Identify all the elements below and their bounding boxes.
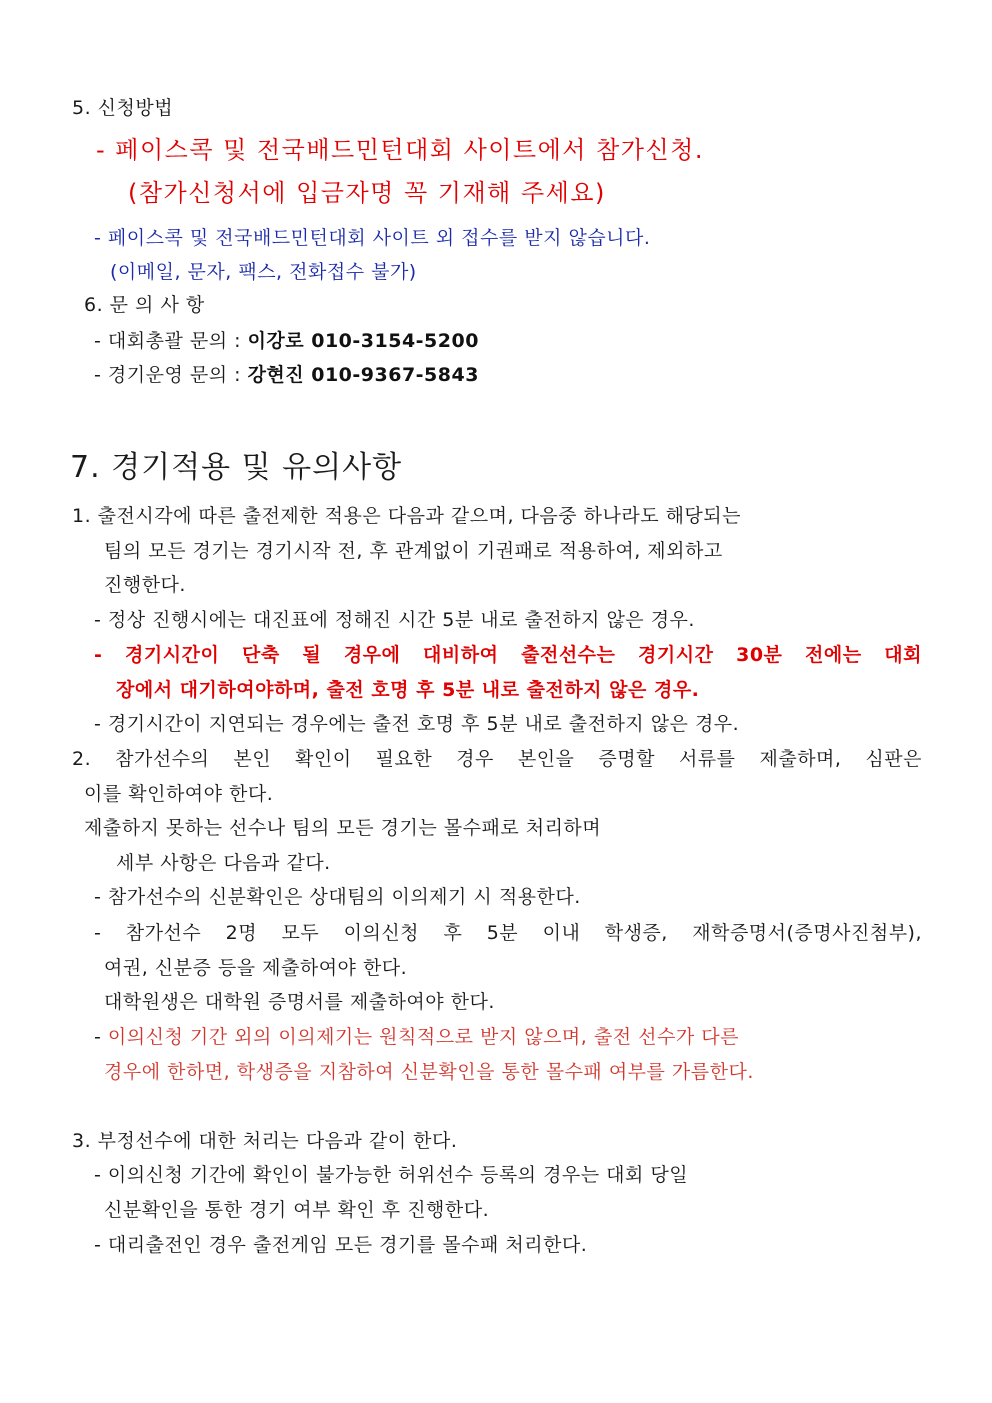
rule1-line2: 팀의 모든 경기는 경기시작 전, 후 관계없이 기권패로 적용하여, 제외하고: [104, 540, 723, 562]
rule3-bullet-false-b: 신분확인을 통한 경기 여부 확인 후 진행한다.: [104, 1199, 490, 1221]
rule1-line1: 1. 출전시각에 따른 출전제한 적용은 다음과 같으며, 다음중 하나라도 해당되는: [72, 505, 741, 527]
bullet-dash: -: [94, 1026, 108, 1048]
inquiry-label: - 경기운영 문의 :: [94, 364, 242, 386]
inquiry-row-operation: [94, 362, 479, 388]
rule2-bullet-objection-b: 경우에 한하면, 학생증을 지참하여 신분확인을 통한 몰수패 여부를 가름한다.: [104, 1061, 754, 1083]
rule1-bullet-shortened-a: - 경기시간이 단축 될 경우에 대비하여 출전선수는 경기시간 30분 전에는 대회: [94, 644, 922, 666]
rule3-bullet-false-a: - 이의신청 기간에 확인이 불가능한 허위선수 등록의 경우는 대회 당일: [94, 1164, 689, 1186]
rule1-bullet-delayed: - 경기시간이 지연되는 경우에는 출전 호명 후 5분 내로 출전하지 않은 경우.: [94, 713, 740, 735]
rule2-bullet-objection-a: [94, 1024, 739, 1050]
rule2-line3: 제출하지 못하는 선수나 팀의 모든 경기는 몰수패로 처리하며: [84, 817, 602, 839]
apply-line-facecock: - 페이스콕 및 전국배드민턴대회 사이트에서 참가신청.: [96, 136, 704, 164]
rule3-bullet-proxy: - 대리출전인 경우 출전게임 모든 경기를 몰수패 처리한다.: [94, 1234, 588, 1256]
rule2-bullet-identity: - 참가선수의 신분확인은 상대팀의 이의제기 시 적용한다.: [94, 886, 581, 908]
apply-line-notice: - 페이스콕 및 전국배드민턴대회 사이트 외 접수를 받지 않습니다.: [94, 227, 651, 249]
objection-text: 이의신청 기간 외의 이의제기는 원칙적으로 받지 않으며, 출전 선수가 다른: [107, 1026, 739, 1048]
inquiry-heading: 6. 문 의 사 항: [84, 294, 205, 316]
inquiry-label: - 대회총괄 문의 :: [94, 330, 242, 352]
rule2-bullet-documents-b: 여권, 신분증 등을 제출하여야 한다.: [104, 957, 408, 979]
rule2-line4: 세부 사항은 다음과 같다.: [116, 852, 331, 874]
inquiry-row-general: [94, 328, 479, 354]
rule1-line3: 진행한다.: [104, 574, 186, 596]
apply-line-depositor: (참가신청서에 입금자명 꼭 기재해 주세요): [128, 179, 606, 207]
rule2-bullet-documents-a: - 참가선수 2명 모두 이의신청 후 5분 이내 학생증, 재학증명서(증명사진첨부),: [94, 922, 922, 944]
inquiry-contact: 이강로 010-3154-5200: [247, 330, 479, 352]
apply-line-not-allowed: (이메일, 문자, 팩스, 전화접수 불가): [110, 261, 417, 283]
apply-heading: 5. 신청방법: [72, 97, 174, 119]
rule2-line2: 이를 확인하여야 한다.: [84, 783, 274, 805]
rule1-bullet-normal: - 정상 진행시에는 대진표에 정해진 시간 5분 내로 출전하지 않은 경우.: [94, 609, 695, 631]
rule1-bullet-shortened-b: 장에서 대기하여야하며, 출전 호명 후 5분 내로 출전하지 않은 경우.: [116, 679, 700, 701]
rules-title: 7. 경기적용 및 유의사항: [70, 450, 403, 485]
rule2-bullet-documents-c: 대학원생은 대학원 증명서를 제출하여야 한다.: [104, 991, 495, 1013]
rule2-line1: 2. 참가선수의 본인 확인이 필요한 경우 본인을 증명할 서류를 제출하며, 심판은: [72, 748, 922, 770]
inquiry-contact: 강현진 010-9367-5843: [247, 364, 479, 386]
rule3-line1: 3. 부정선수에 대한 처리는 다음과 같이 한다.: [72, 1130, 458, 1152]
